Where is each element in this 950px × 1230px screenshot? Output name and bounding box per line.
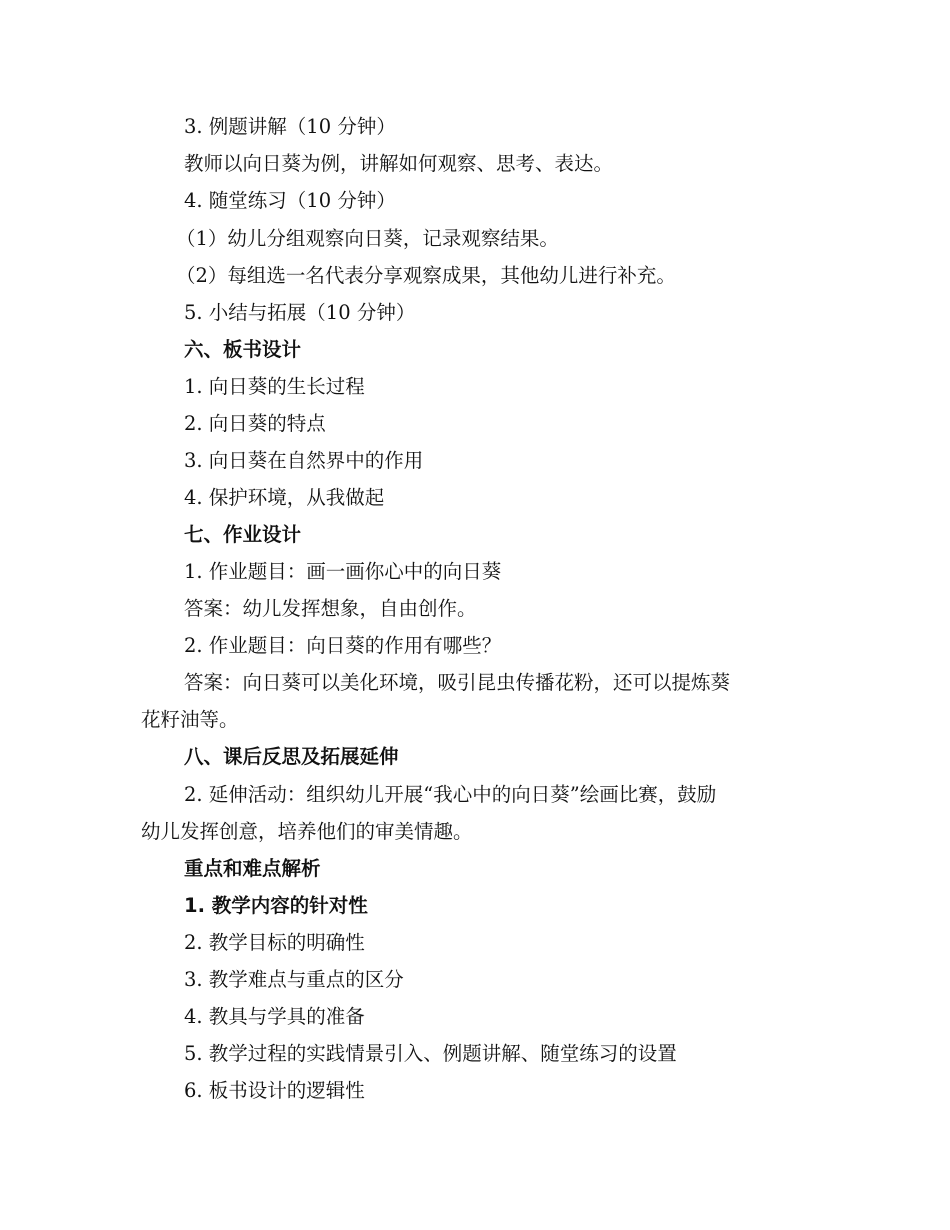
list-item: 2. 教学目标的明确性: [184, 931, 365, 954]
text-line: 答案：幼儿发挥想象，自由创作。: [184, 597, 477, 620]
text-line: 1. 作业题目：画一画你心中的向日葵: [184, 560, 502, 583]
list-item: 5. 教学过程的实践情景引入、例题讲解、随堂练习的设置: [184, 1042, 677, 1065]
text-line: 4. 随堂练习（10 分钟）: [184, 189, 396, 212]
text-line: （2）每组选一名代表分享观察成果，其他幼儿进行补充。: [176, 264, 676, 287]
text-line: 2. 延伸活动：组织幼儿开展“我心中的向日葵”绘画比赛，鼓励: [184, 783, 717, 806]
list-item: 4. 教具与学具的准备: [184, 1005, 365, 1028]
section-heading: 重点和难点解析: [184, 857, 321, 880]
list-item: 3. 教学难点与重点的区分: [184, 968, 404, 991]
list-item: 1. 教学内容的针对性: [184, 894, 368, 917]
section-heading: 七、作业设计: [184, 523, 302, 546]
section-heading: 六、板书设计: [184, 338, 302, 361]
text-line: 5. 小结与拓展（10 分钟）: [184, 301, 416, 324]
text-line: 花籽油等。: [141, 708, 239, 731]
text-line: 2. 向日葵的特点: [184, 412, 326, 435]
section-heading: 八、课后反思及拓展延伸: [184, 745, 399, 768]
text-line: 3. 例题讲解（10 分钟）: [184, 115, 396, 138]
text-line: 3. 向日葵在自然界中的作用: [184, 449, 424, 472]
text-line: 教师以向日葵为例，讲解如何观察、思考、表达。: [184, 152, 614, 175]
text-line: （1）幼儿分组观察向日葵，记录观察结果。: [176, 227, 559, 250]
list-item: 6. 板书设计的逻辑性: [184, 1079, 365, 1102]
text-line: 4. 保护环境，从我做起: [184, 486, 385, 509]
text-line: 答案：向日葵可以美化环境，吸引昆虫传播花粉，还可以提炼葵: [184, 671, 731, 694]
text-line: 幼儿发挥创意，培养他们的审美情趣。: [141, 820, 473, 843]
text-line: 2. 作业题目：向日葵的作用有哪些？: [184, 634, 502, 657]
text-line: 1. 向日葵的生长过程: [184, 375, 365, 398]
